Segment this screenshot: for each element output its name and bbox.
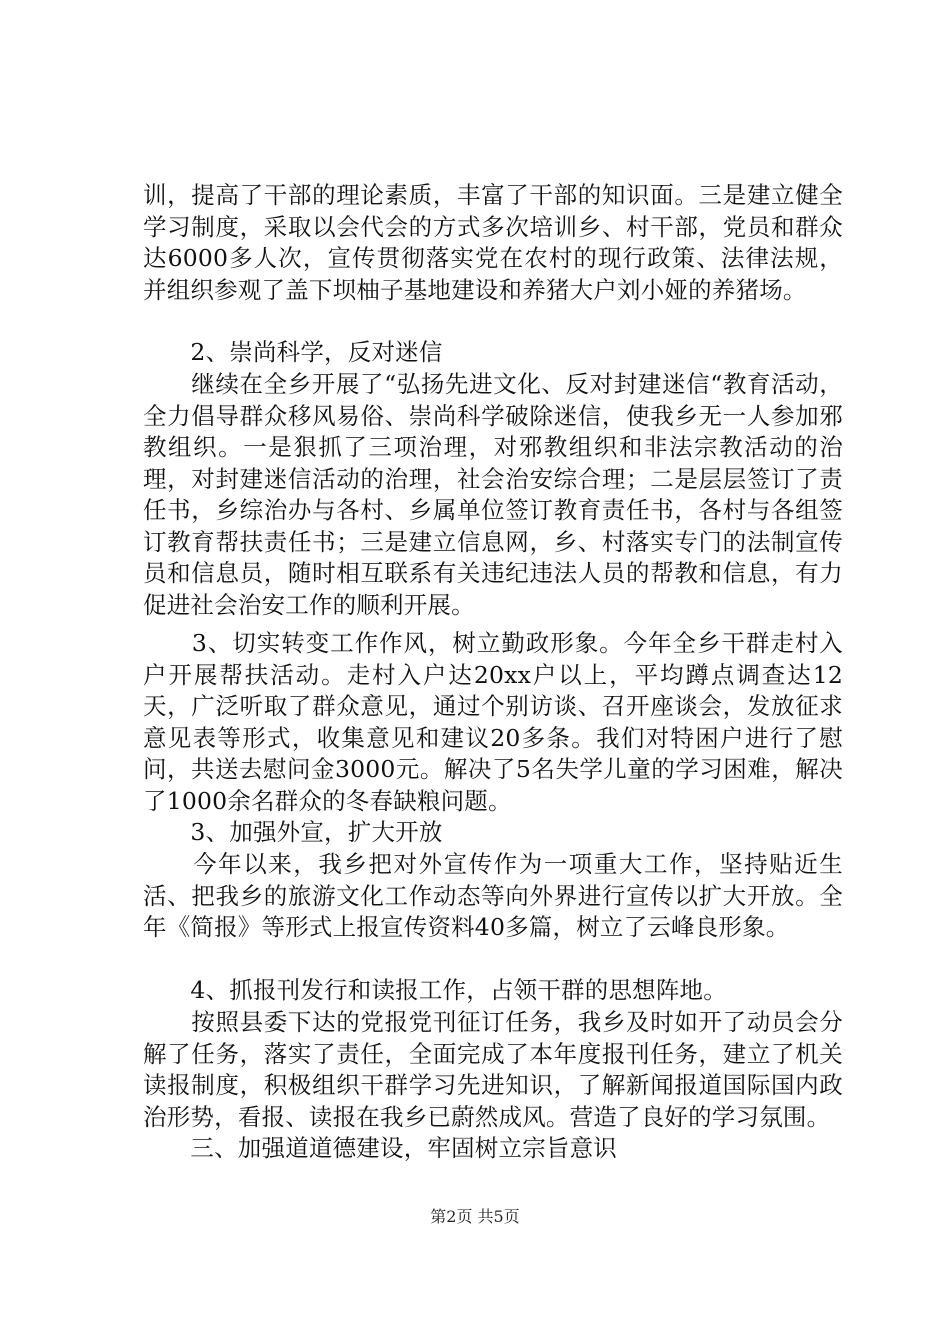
paragraph-publicity: 今年以来，我乡把对外宣传作为一项重大工作，坚持贴近生活、把我乡的旅游文化工作动态等向外界进行宣传以扩大开放。全年《简报》等形式上报宣传资料40多篇，树立了云峰良形象。: [143, 850, 843, 941]
paragraph-study-system: 训，提高了干部的理论素质，丰富了干部的知识面。三是建立健全学习制度，采取以会代会的方式多次培训乡、村干部，党员和群众达6000多人次，宣传贯彻落实党在农村的现行政策、法律法规，并组织参观了盖下坝柚子基地建设和养猪大户刘小娅的养猪场。: [143, 181, 843, 304]
heading-newspaper: 4、抓报刊发行和读报工作，占领干群的思想阵地。: [143, 976, 727, 1004]
heading-publicity: 3、加强外宣，扩大开放: [143, 818, 443, 846]
page-footer: 第2页 共5页: [430, 1207, 520, 1226]
paragraph-work-style: 3、切实转变工作作风，树立勤政形象。今年全乡干群走村入户开展帮扶活动。走村入户达20xx户以上，平均蹲点调查达12天，广泛听取了群众意见，通过个别访谈、召开座谈会，发放征求意见表等形式，收集意见和建议20多条。我们对特困户进行了慰问，共送去慰问金3000元。解决了5名失学儿童的学习困难，解决了1000余名群众的冬春缺粮问题。: [143, 629, 843, 815]
paragraph-anti-superstition: 继续在全乡开展了“弘扬先进文化、反对封建迷信“教育活动，全力倡导群众移风易俗、崇尚科学破除迷信，使我乡无一人参加邪教组织。一是狠抓了三项治理，对邪教组织和非法宗教活动的治理，对封建迷信活动的治理，社会治安综合理；二是层层签订了责任书，乡综治办与各村、乡属单位签订教育责任书，各村与各组签订教育帮扶责任书；三是建立信息网，乡、村落实专门的法制宣传员和信息员，随时相互联系有关违纪违法人员的帮教和信息，有力促进社会治安工作的顺利开展。: [143, 370, 843, 619]
heading-morality: 三、加强道道德建设，牢固树立宗旨意识: [143, 1134, 617, 1162]
paragraph-newspaper: 按照县委下达的党报党刊征订任务，我乡及时如开了动员会分解了任务，落实了责任，全面完成了本年度报刊任务，建立了机关读报制度，积极组织干群学习先进知识，了解新闻报道国际国内政治形势，看报、读报在我乡已蔚然成风。营造了良好的学习氛围。: [143, 1008, 843, 1131]
heading-science: 2、崇尚科学，反对迷信: [143, 338, 443, 366]
